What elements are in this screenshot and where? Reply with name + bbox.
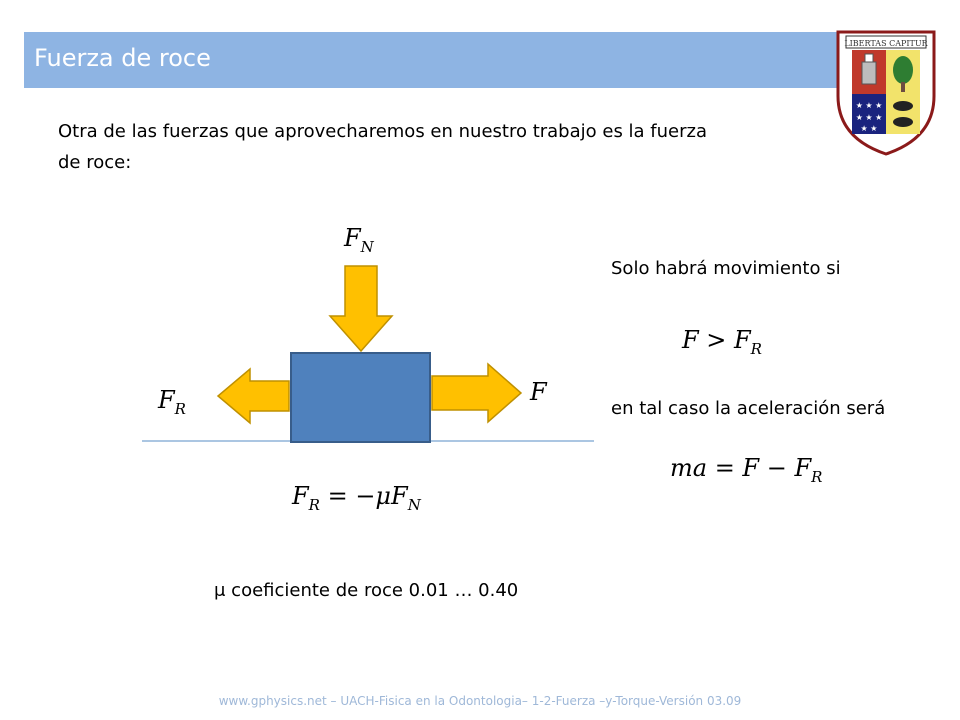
svg-text:★ ★ ★: ★ ★ ★ (855, 113, 883, 122)
intro-paragraph: Otra de las fuerzas que aprovecharemos en nuestro trabajo es la fuerza de roce: (58, 121, 707, 173)
acceleration-text: en tal caso la aceleración será (611, 398, 886, 419)
applied-force-arrow (432, 364, 521, 422)
newton-equation: ma = $F - F_R$ (670, 454, 823, 486)
condition-equation: $F > F_R$ (682, 326, 762, 358)
applied-force-label: F (530, 378, 547, 406)
crest-motto: LIBERTAS CAPITUR (844, 39, 928, 48)
friction-formula: $F_R = -\mu F_N$ (292, 482, 421, 514)
slide-title: Fuerza de roce (34, 44, 211, 72)
normal-force-label: $F_N$ (344, 224, 374, 256)
normal-force-arrow (330, 266, 392, 351)
mu-description: μ coeficiente de roce 0.01 … 0.40 (214, 580, 519, 601)
svg-text:★ ★: ★ ★ (860, 124, 878, 133)
friction-force-arrow (218, 369, 289, 423)
footer-text: www.gphysics.net – UACH-Fisica en la Odontologia– 1-2-Fuerza –y-Torque-Versión 03.09 (218, 694, 742, 708)
condition-text: Solo habrá movimiento si (611, 258, 841, 279)
friction-force-label: $F_R$ (158, 386, 186, 418)
block (291, 353, 430, 442)
svg-text:★ ★ ★: ★ ★ ★ (855, 101, 883, 110)
